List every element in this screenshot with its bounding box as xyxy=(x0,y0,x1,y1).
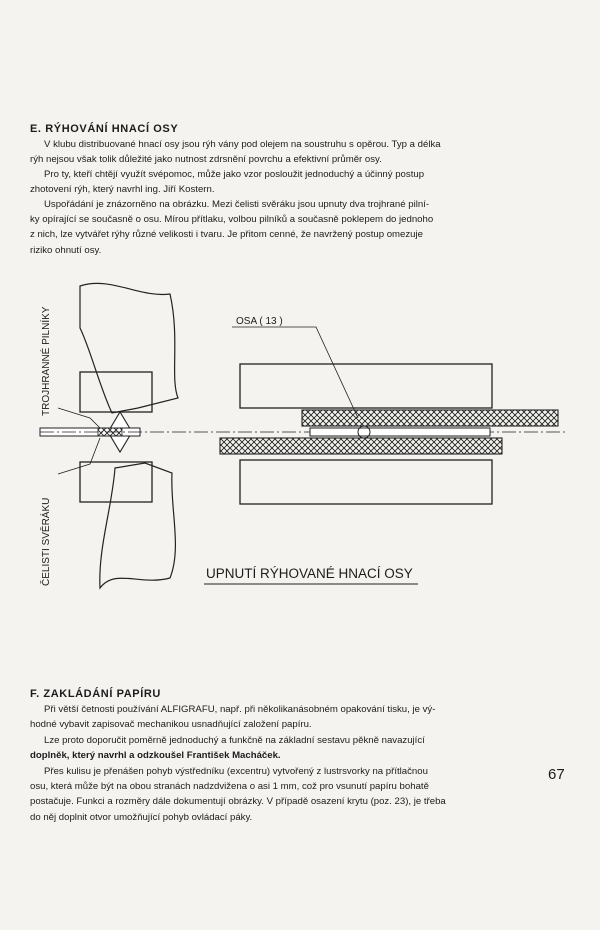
text-line: postačuje. Funkci a rozměry dále dokumentují obrázky. V případě osazení krytu (poz. 23), je třeba xyxy=(30,796,446,808)
shaft-right xyxy=(310,428,490,436)
upper-file-outline xyxy=(80,283,178,413)
text-line: ky opírající se současně o osu. Mírou přítlaku, volbou pilníků a současně poklepem do jednoho xyxy=(30,214,434,226)
section-e-paragraph-2 xyxy=(30,167,568,197)
text-line: z nich, lze vytvářet rýhy různé velikosti i tvaru. Je přitom cenné, že navržený postup omezuje xyxy=(30,229,423,241)
section-e-heading: E. RÝHOVÁNÍ HNACÍ OSY xyxy=(30,123,179,135)
text-line: do něj doplnit otvor umožňující pohyb ovládací páky. xyxy=(30,811,253,823)
right-upper-jaw xyxy=(240,364,492,408)
figure-caption: UPNUTÍ RÝHOVANÉ HNACÍ OSY xyxy=(206,566,413,581)
section-e-paragraph-1 xyxy=(30,137,568,167)
section-f-heading: F. ZAKLÁDÁNÍ PAPÍRU xyxy=(30,688,161,700)
section-e-paragraph-3 xyxy=(30,197,568,258)
right-upper-file xyxy=(302,410,558,426)
text-line: Pro ty, kteří chtějí využít svépomoc, může jako vzor posloužit jednoduchý a účinný postup xyxy=(44,169,425,180)
right-lower-file xyxy=(220,438,502,454)
text-line: Lze proto doporučit poměrně jednoduchý a funkčně na základní sestavu pěkně navazující xyxy=(44,735,425,746)
text-line: Uspořádání je znázorněno na obrázku. Mezi čelisti svěráku jsou upnuty dva trojhrané pilní- xyxy=(44,199,430,210)
text-line: V klubu distribuované hnací osy jsou rýh vány pod olejem na soustruhu s opěrou. Typ a délka xyxy=(44,139,441,150)
label-axis: OSA ( 13 ) xyxy=(236,316,283,327)
page-number: 67 xyxy=(548,766,565,783)
figure-file-clamping xyxy=(20,268,580,628)
section-f-paragraph-3 xyxy=(30,764,568,825)
section-f-paragraph-1 xyxy=(30,702,568,732)
text-line: rýh nejsou však tolik důležité jako nutnost zdrsnění povrchu a efektivní průměr osy. xyxy=(30,154,382,166)
text-line: Při větší četnosti používání ALFIGRAFU, např. při několikanásobném opakování tisku, je vý- xyxy=(44,704,436,715)
label-vise-jaws: ČELISTI SVĚRÁKU xyxy=(41,497,52,586)
label-triangular-files: TROJHRANNÉ PILNÍKY xyxy=(41,306,52,416)
text-line: osu, která může být na obou stranách nadzdvižena o asi 1 mm, což pro vsunutí papíru bohatě xyxy=(30,781,429,793)
text-line: doplněk, který navrhl a odzkoušel František Macháček. xyxy=(30,750,281,762)
section-f-paragraph-2 xyxy=(30,733,568,763)
lower-file-outline xyxy=(100,463,176,588)
text-line: hodné vybavit zapisovač mechanikou usnadňující založení papíru. xyxy=(30,719,312,731)
text-line: Přes kulisu je přenášen pohyb výstředníku (excentru) vytvořený z lustrsvorky na přítlačnou xyxy=(44,766,428,777)
upper-jaw xyxy=(80,372,152,412)
text-line: riziko ohnutí osy. xyxy=(30,244,102,256)
right-lower-jaw xyxy=(240,460,492,504)
text-line: zhotovení rýh, který navrhl ing. Jiří Kostern. xyxy=(30,184,215,196)
